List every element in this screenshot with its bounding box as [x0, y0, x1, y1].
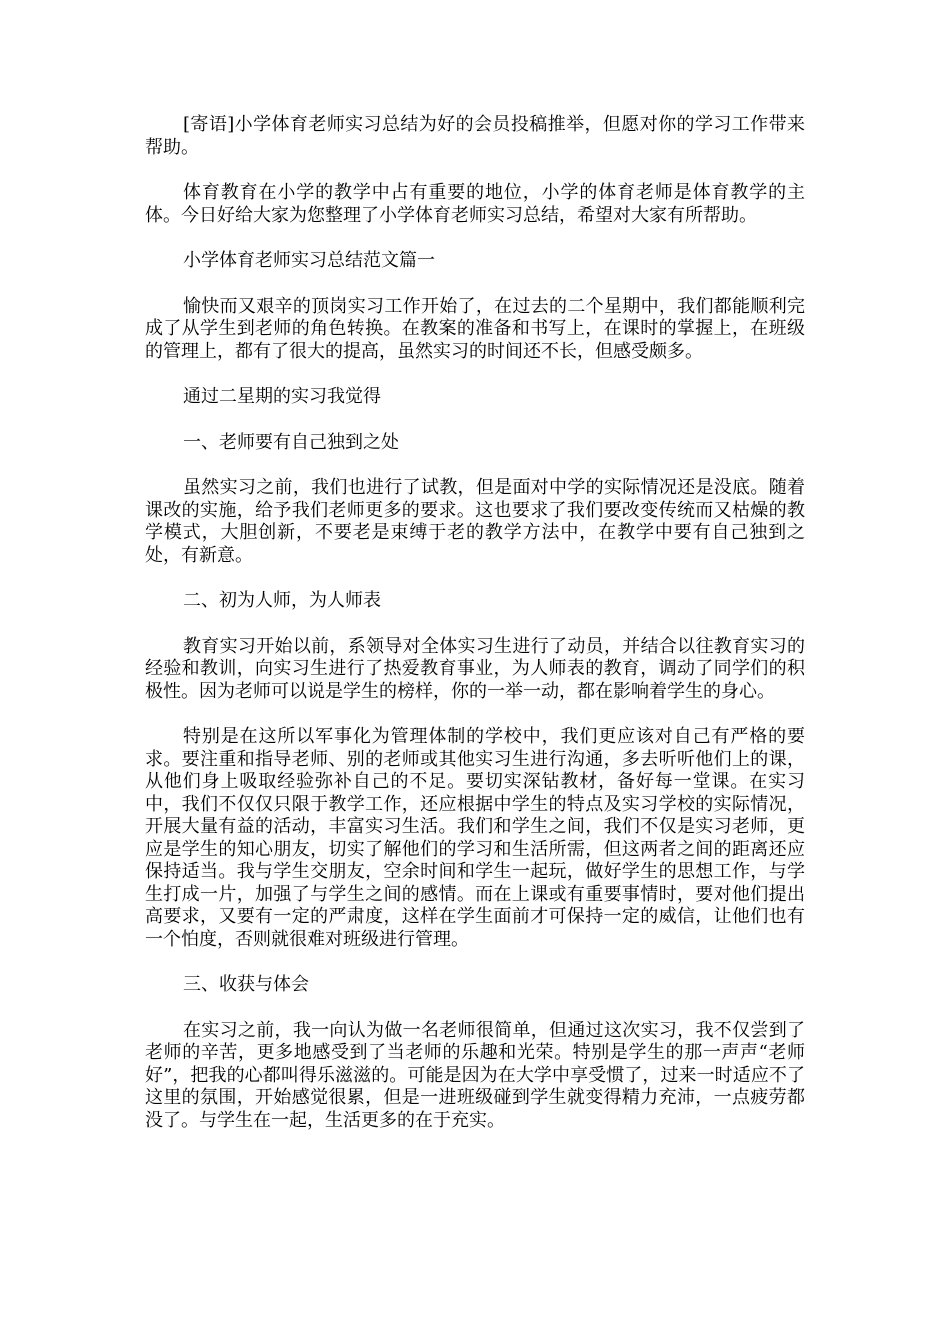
introduction-paragraph: 体育教育在小学的教学中占有重要的地位，小学的体育老师是体育教学的主体。今日好给大家为您整理了小学体育老师实习总结，希望对大家有所帮助。 — [145, 182, 805, 226]
summary-lead-line: 通过二星期的实习我觉得 — [183, 386, 381, 407]
document-body — [145, 114, 805, 1155]
opening-paragraph: 愉快而又艰辛的顶岗实习工作开始了，在过去的二个星期中，我们都能顺利完成了从学生到老师的角色转换。在教案的准备和书写上，在课时的掌握上，在班级的管理上，都有了很大的提高，虽然实习的时间还不长，但感受颇多。 — [145, 295, 805, 362]
article-title: 小学体育老师实习总结范文篇一 — [183, 250, 435, 271]
section-1-paragraph: 虽然实习之前，我们也进行了试教，但是面对中学的实际情况还是没底。随着课改的实施，给予我们老师更多的要求。这也要求了我们要改变传统而又枯燥的教学模式，大胆创新，不要老是束缚于老的教学方法中，在教学中要有自己独到之处，有新意。 — [145, 477, 805, 566]
intro-note-paragraph: [寄语]小学体育老师实习总结为好的会员投稿推举，但愿对你的学习工作带来帮助。 — [145, 114, 805, 158]
section-2-paragraph-1: 教育实习开始以前，系领导对全体实习生进行了动员，并结合以往教育实习的经验和教训，向实习生进行了热爱教育事业，为人师表的教育，调动了同学们的积极性。因为老师可以说是学生的榜样，你的一举一动，都在影响着学生的身心。 — [145, 635, 805, 702]
section-3-paragraph: 在实习之前，我一向认为做一名老师很简单，但通过这次实习，我不仅尝到了老师的辛苦，更多地感受到了当老师的乐趣和光荣。特别是学生的那一声声“老师好”，把我的心都叫得乐滋滋的。可能是因为在大学中享受惯了，过来一时适应不了这里的氛围，开始感觉很累，但是一进班级碰到学生就变得精力充沛，一点疲劳都没了。与学生在一起，生活更多的在于充实。 — [145, 1019, 805, 1131]
section-heading-1: 一、老师要有自己独到之处 — [183, 431, 399, 453]
section-heading-3: 三、收获与体会 — [183, 974, 309, 995]
section-heading-2: 二、初为人师，为人师表 — [183, 590, 381, 611]
section-2-paragraph-2: 特别是在这所以军事化为管理体制的学校中，我们更应该对自己有严格的要求。要注重和指导老师、别的老师或其他实习生进行沟通，多去听听他们上的课，从他们身上吸取经验弥补自己的不足。要切实深钻教材，备好每一堂课。在实习中，我们不仅仅只限于教学工作，还应根据中学生的特点及实习学校的实际情况，开展大量有益的活动，丰富实习生活。我们和学生之间，我们不仅是实习老师，更应是学生的知心朋友，切实了解他们的学习和生活所需，但这两者之间的距离还应保持适当。我与学生交朋友，空余时间和学生一起玩，做好学生的思想工作，与学生打成一片，加强了与学生之间的感情。而在上课或有重要事情时，要对他们提出高要求，又要有一定的严肃度，这样在学生面前才可保持一定的威信，让他们也有一个怕度，否则就很难对班级进行管理。 — [145, 726, 805, 950]
